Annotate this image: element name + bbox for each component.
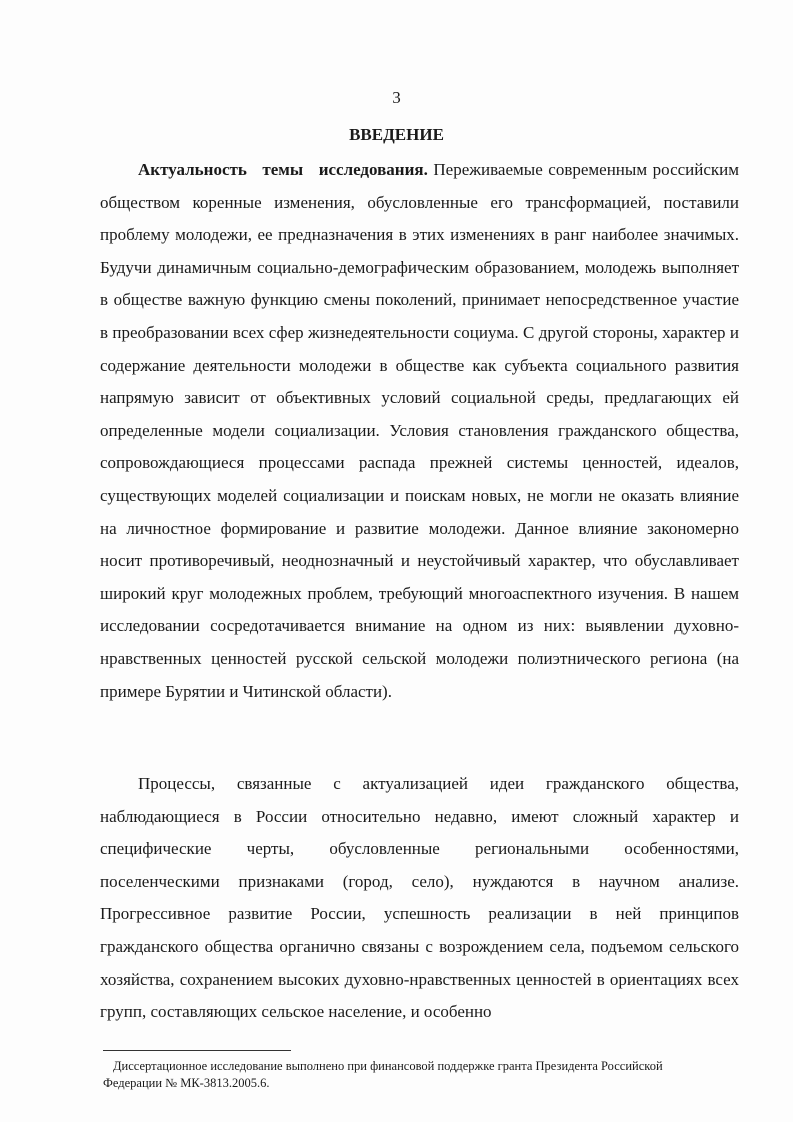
footnote: Диссертационное исследование выполнено при финансовой поддержке гранта Президента Российской Федерации № МК-3813.2005.6.	[103, 1059, 663, 1090]
page-number: 3	[392, 88, 401, 107]
footnote-separator	[103, 1050, 291, 1051]
paragraph-2	[100, 768, 739, 1029]
paragraph-2-text: Процессы, связанные с актуализацией идеи гражданского общества, наблюдающиеся в России относительно недавно, имеют сложный характер и специфические черты, обусловленные региональными особенностями, поселенческими признаками (город, село), нуждаются в научном анализе. Прогрессивное развитие России, успешность реализации в ней принципов гражданского общества органично связаны с возрождением села, подъемом сельского хозяйства, сохранением высоких духовно-нравственных ценностей в ориентациях всех групп, составляющих сельское население, и особенно	[100, 774, 739, 1022]
paragraph-1-text: Переживаемые современным российским обществом коренные изменения, обусловленные его трансформацией, поставили проблему молодежи, ее предназначения в этих изменениях в ранг наиболее значимых. Будучи динамичным социально-демографическим образованием, молодежь выполняет в обществе важную функцию смены поколений, принимает непосредственное участие в преобразовании всех сфер жизнедеятельности социума. С другой стороны, характер и содержание деятельности молодежи в обществе как субъекта социального развития напрямую зависит от объективных условий социальной среды, предлагающих ей определенные модели социализации. Условия становления гражданского общества, сопровождающиеся процессами распада прежней системы ценностей, идеалов, существующих моделей социализации и поискам новых, не могли не оказать влияние на личностное формирование и развитие молодежи. Данное влияние закономерно носит противоречивый, неоднозначный и неустойчивый характер, что обуславливает широкий круг молодежных проблем, требующий многоаспектного изучения. В нашем исследовании сосредотачивается внимание на одном из них: выявлении духовно-нравственных ценностей русской сельской молодежи полиэтнического региона (на примере Бурятии и Читинской области).	[100, 160, 740, 701]
paragraph-1-lead: Актуальность темы исследования.	[138, 160, 428, 179]
section-title: ВВЕДЕНИЕ	[349, 125, 444, 144]
paragraph-1	[100, 154, 739, 708]
